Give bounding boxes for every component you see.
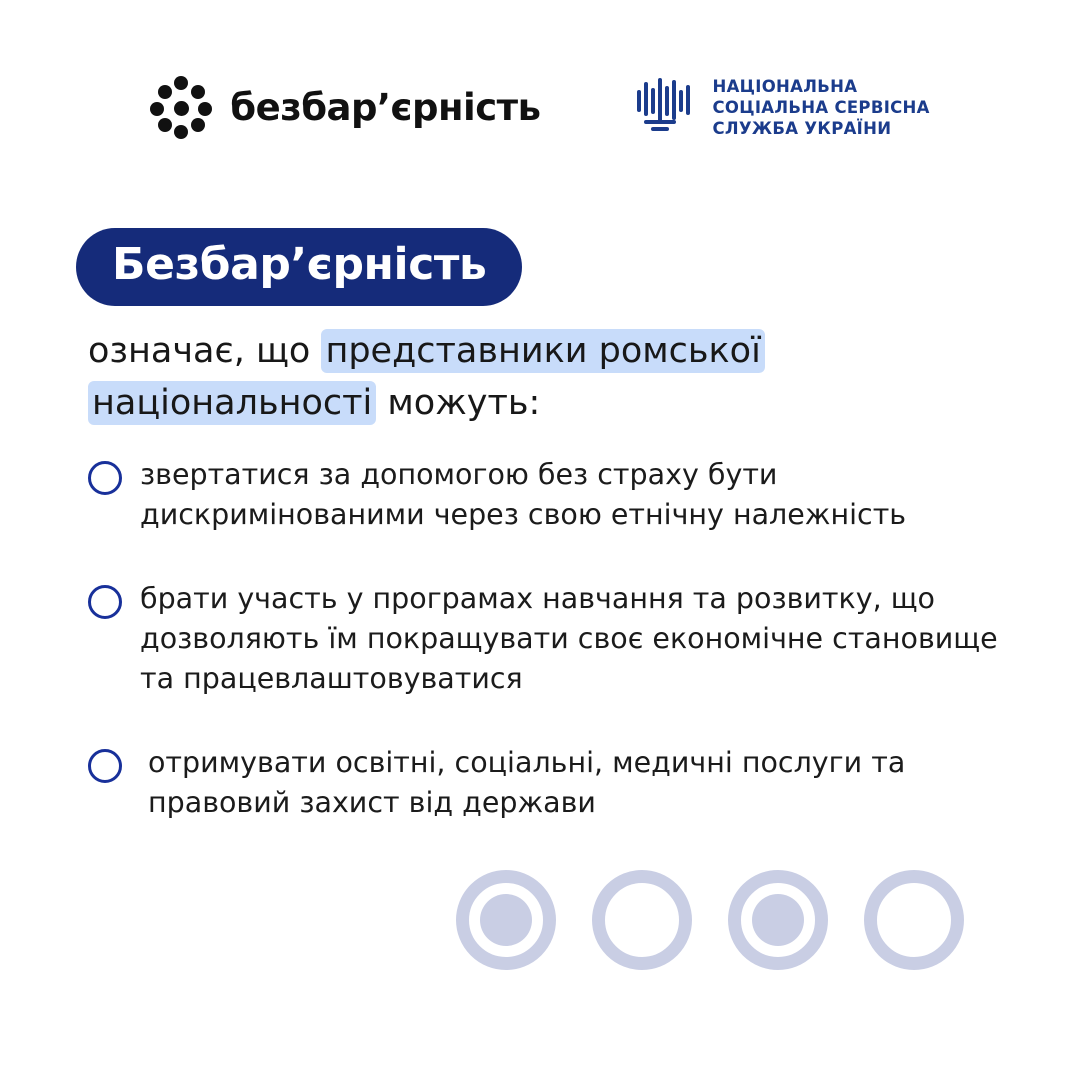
subtitle-suffix: можуть: — [376, 383, 541, 423]
list-item — [88, 579, 1018, 699]
agency-lockup — [634, 76, 929, 139]
agency-name — [712, 76, 929, 139]
header — [0, 62, 1080, 152]
agency-name-line-1: НАЦІОНАЛЬНА — [712, 76, 858, 96]
list-item-label: отримувати освітні, соціальні, медичні послуги та правовий захист від держави — [148, 746, 906, 819]
brand-wordmark: безбар’єрність — [230, 85, 541, 129]
national-social-service-emblem-icon — [634, 76, 696, 138]
dots-logo-icon — [150, 76, 212, 138]
bullet-ring-icon — [88, 749, 122, 783]
footer-decoration — [0, 870, 1080, 970]
benefits-list — [88, 455, 1018, 867]
ring-filled-2 — [728, 870, 828, 970]
list-item-label: брати участь у програмах навчання та розвитку, що дозволяють їм покращувати своє економічне становище та працевлаштовуватися — [140, 582, 998, 695]
page-title: Безбар’єрність — [76, 228, 522, 306]
agency-name-line-3: СЛУЖБА УКРАЇНИ — [712, 118, 892, 138]
agency-name-line-2: СОЦІАЛЬНА СЕРВІСНА — [712, 97, 930, 117]
bullet-ring-icon — [88, 585, 122, 619]
ring-outline-1 — [592, 870, 692, 970]
subtitle-prefix: означає, що — [88, 331, 322, 371]
subtitle-highlight: представники ромської національності — [88, 329, 765, 425]
subtitle — [88, 325, 968, 429]
list-item-label: звертатися за допомогою без страху бути дискримінованими через свою етнічну належність — [140, 458, 907, 531]
list-item — [88, 743, 1018, 823]
ring-outline-2 — [864, 870, 964, 970]
ring-filled-1 — [456, 870, 556, 970]
bullet-ring-icon — [88, 461, 122, 495]
brand-lockup — [150, 76, 540, 138]
list-item — [88, 455, 1018, 535]
